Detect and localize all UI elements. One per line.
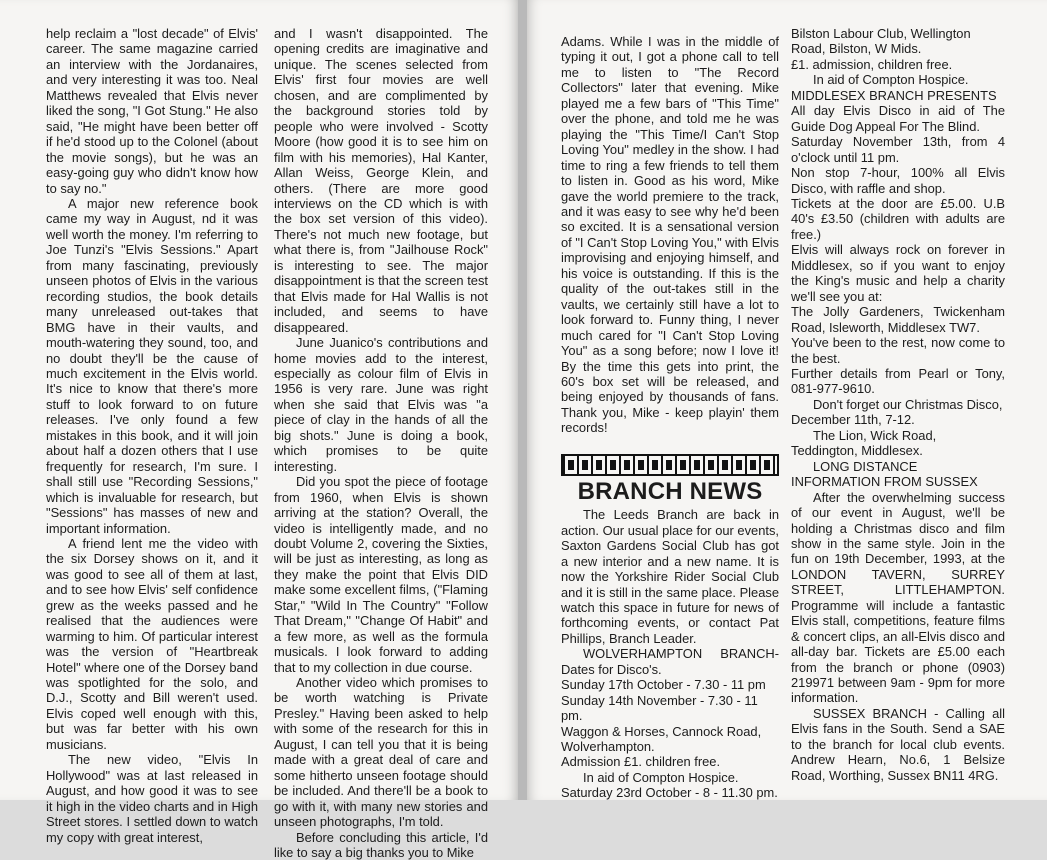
branch-listing-paragraph: LONG DISTANCE INFORMATION FROM SUSSEX — [791, 458, 978, 490]
paragraph: The Leeds Branch are back in action. Our usual place for our events, Saxton Gardens Social Club has got a new interior and a new name. It is now the Yorkshire Rider Social Club and it is still in the same place. Please watch this space in future for news of forthcoming events, or contact Pat Phillips, Branch Leader. — [561, 507, 779, 646]
branch-listing-paragraph: Non stop 7-hour, 100% all Elvis Disco, with raffle and shop. — [791, 165, 1005, 196]
branch-listing-paragraph: Don't forget our Christmas Disco, December 11th, 7-12. — [791, 396, 1003, 428]
listing-line: Waggon & Horses, Cannock Road, Wolverhampton. — [561, 723, 762, 755]
branch-listing-paragraph: Further details from Pearl or Tony, 081-977-9610. — [791, 365, 1005, 397]
paragraph: Another video which promises to be worth watching is Private Presley." Having been asked to help with some of the research for this in August, I can tell you that it is being made with a great deal of care and some hitherto unseen footage should be included. And there'll be a book to go with it, with many new stories and unseen photographs, I'm told. — [274, 675, 488, 830]
paragraph: A major new reference book came my way in August, nd it was well worth the money. I'm referring to Joe Tunzi's "Elvis Sessions." Apart from many fascinating, previously unseen photos of Elvis in the various recording studios, the book details many unreleased out-takes that BMG have in their vaults, and mouth-watering they sound, too, and no doubt they'll be the cause of much excitement in the Elvis world. It's nice to know that there's more stuff to look forward to on future releases. I've only found a few mistakes in this book, and it will join about half a dozen others that I use frequently for research, I'm sure. I shall still use "Recording Sessions," which is invaluable for research, but "Sessions" has masses of new and important information. — [46, 195, 258, 536]
branch-listing-paragraph: You've been to the rest, now come to the best. — [791, 335, 1005, 366]
paragraph: The new video, "Elvis In Hollywood" was at last released in August, and how good it was to see it high in the video charts and in High Street stores. I settled down to watch my copy with great interest, — [46, 752, 258, 845]
right-page-column-1 — [561, 34, 779, 801]
branch-listing-paragraph: In aid of Compton Hospice. — [813, 72, 969, 88]
paragraph: Before concluding this article, I'd like to say a big thanks you to Mike — [274, 829, 488, 860]
branch-news-heading: BRANCH NEWS — [577, 477, 763, 505]
branch-listing-paragraph: Elvis will always rock on forever in Middlesex, so if you want to enjoy the King's music and help a charity we'll see you at: — [791, 242, 1005, 304]
paragraph: WOLVERHAMPTON BRANCH- Dates for Disco's. — [561, 646, 779, 677]
branch-listing-paragraph: All day Elvis Disco in aid of The Guide Dog Appeal For The Blind. — [791, 103, 1005, 134]
branch-listing-paragraph: The Jolly Gardeners, Twickenham Road, Isleworth, Middlesex TW7. — [791, 304, 1005, 335]
listing-line: In aid of Compton Hospice. — [583, 769, 739, 785]
branch-listing-paragraph: £1. admission, children free. — [791, 56, 953, 72]
paragraph: June Juanico's contributions and home movies add to the interest, especially as colour film of Elvis in 1956 is very rare. June was right when she said that Elvis was "a piece of clay in the hands of all the big shots." June is doing a book, which promises to be quite interesting. — [274, 335, 488, 474]
greek-key-border — [561, 454, 779, 476]
right-page-column-2 — [791, 26, 1005, 783]
branch-listing-paragraph: Tickets at the door are £5.00. U.B 40's £3.50 (children with adults are free.) — [791, 195, 1005, 242]
page-gutter — [518, 0, 527, 800]
branch-listing-paragraph: Bilston Labour Club, Wellington Road, Bilston, W Mids. — [791, 26, 971, 57]
listing-line: Sunday 14th November - 7.30 - 11 pm. — [561, 692, 758, 724]
left-page-column-2 — [274, 26, 488, 860]
left-page-column-1 — [46, 26, 258, 845]
listing-line: Admission £1. children free. — [561, 754, 721, 770]
right-page — [527, 0, 1047, 800]
left-page — [0, 0, 518, 860]
branch-listing-paragraph: The Lion, Wick Road, Teddington, Middlesex. — [791, 427, 937, 459]
paragraph: A friend lent me the video with the six Dorsey shows on it, and it was good to see all of them at last, and to see how Elvis' self confidence grew as the weeks passed and he realised that the audiences were warming to him. Of particular interest was the version of "Heartbreak Hotel" where one of the Dorsey band was spotlighted for the solo, and D.J., Scotty and Bill weren't used. Elvis coped well enough with this, but was far better with his own musicians. — [46, 535, 258, 752]
paragraph: Adams. While I was in the middle of typing it out, I got a phone call to tell me to listen to "The Record Collectors" later that evening. Mike played me a few bars of "This Time" over the phone, and told me he was playing the "This Time/I Can't Stop Loving You" medley in the show. I had time to ring a few friends to tell them to listen in. Good as his word, Mike gave the world premiere to the track, and it was easy to see why he'd been so excited. It is a sensational version of "I Can't Stop Loving You," with Elvis improvising and enjoying himself, and his voice is outstanding. If this is the quality of the out-takes still in the vaults, we certainly still have a lot to look forward to. Funny thing, I never much cared for "I Can't Stop Loving You" as a song before; now I love it! By the time this gets into print, the 60's box set will be released, and being enjoyed by thousands of fans. Thank you, Mike - keep playin' them records! — [561, 34, 779, 436]
branch-listing-paragraph: After the overwhelming success of our event in August, we'll be holding a Christmas disco and film show in the same style. Join in the fun on 19th December, 1993, at the LONDON TAVERN, SURREY STREET, LITTLEHAMPTON. Programme will include a fantastic Elvis stall, competitions, feature films & concert clips, an all-Elvis disco and all-day bar. Tickets are £5.00 each from the branch or phone (0903) 219971 between 9am - 9pm for more information. — [791, 489, 1005, 706]
listing-line: Sunday 17th October - 7.30 - 11 pm — [561, 677, 766, 693]
branch-listing-paragraph: Saturday November 13th, from 4 o'clock until 11 pm. — [791, 134, 1005, 165]
branch-listing-paragraph: SUSSEX BRANCH - Calling all Elvis fans in the South. Send a SAE to the branch for local club events. Andrew Hearn, No.6, 1 Belsize Road, Worthing, Sussex BN11 4RG. — [791, 705, 1005, 783]
paragraph: and I wasn't disappointed. The opening credits are imaginative and unique. The scenes selected from Elvis' first four movies are well chosen, and are complimented by the background stories told by people who were involved - Scotty Moore (how good it is to see him on film with his memories), Hal Kanter, Allan Weiss, George Klein, and others. (There are more good interviews on the CD which is with the box set version of this video). There's not much new footage, but what there is, from "Jailhouse Rock" is interesting to see. The major disappointment is that the screen test that Elvis made for Hal Wallis is not included, and seems to have disappeared. — [274, 26, 488, 335]
paragraph: Did you spot the piece of footage from 1960, when Elvis is shown arriving at the station? Overall, the video is intelligently made, and no doubt Volume 2, covering the Sixties, will be just as interesting, as long as they make the point that Elvis DID make some excellent films, ("Flaming Star," "Wild In The Country" "Follow That Dream," "Change Of Habit" and a few more, as well as the formula musicals. I look forward to adding that to my collection in due course. — [274, 474, 488, 675]
paragraph: help reclaim a "lost decade" of Elvis' career. The same magazine carried an interview with the Jordanaires, and very interesting it was too. Neal Matthews revealed that Elvis never liked the song, "I Got Stung." He also said, "He might have been better off if he'd stood up to the Colonel (about the movie songs), but he was an easy-going guy who didn't know how to say no." — [46, 26, 258, 196]
listing-line: Saturday 23rd October - 8 - 11.30 pm. — [561, 785, 778, 801]
branch-listing-paragraph: MIDDLESEX BRANCH PRESENTS — [791, 87, 997, 103]
